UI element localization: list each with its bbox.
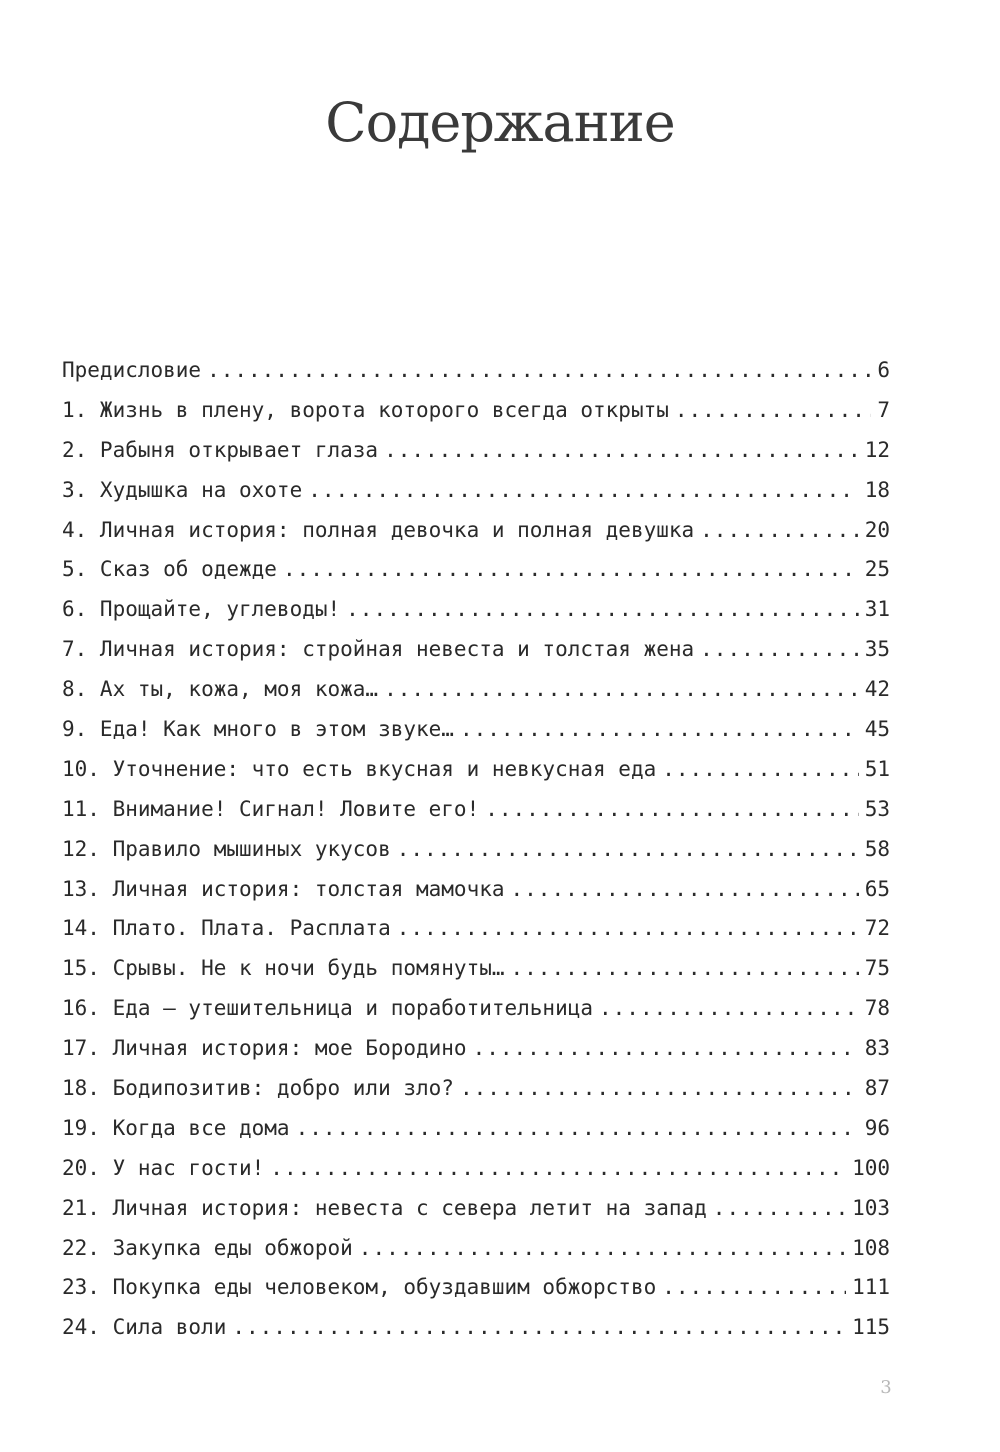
toc-entry bbox=[62, 1076, 890, 1116]
toc-entry-page: 6 bbox=[877, 358, 890, 382]
toc-entry bbox=[62, 717, 890, 757]
toc-dot-leader bbox=[485, 797, 858, 821]
toc-entry bbox=[62, 1196, 890, 1236]
toc-entry bbox=[62, 597, 890, 637]
toc-entry-title: 7. Личная история: стройная невеста и толстая жена bbox=[62, 637, 695, 662]
toc-entry-page: 115 bbox=[852, 1315, 890, 1340]
toc-dot-leader bbox=[397, 837, 859, 861]
toc-dot-leader bbox=[662, 757, 858, 781]
toc-entry bbox=[62, 557, 890, 597]
toc-entry-page: 87 bbox=[864, 1076, 890, 1101]
toc-dot-leader bbox=[713, 1196, 846, 1220]
toc-entry bbox=[62, 1156, 890, 1196]
toc-entry-title: 1. Жизнь в плену, ворота которого всегда открыты bbox=[62, 397, 669, 422]
toc-entry-title: 17. Личная история: мое Бородино bbox=[62, 1036, 467, 1061]
toc-entry-title: 23. Покупка еды человеком, обуздавшим обжорство bbox=[62, 1275, 657, 1300]
table-of-contents bbox=[62, 358, 890, 1355]
toc-entry bbox=[62, 1116, 890, 1156]
toc-entry-title: 3. Худышка на охоте bbox=[62, 477, 303, 502]
toc-entry bbox=[62, 398, 890, 438]
toc-entry-page: 18 bbox=[864, 477, 890, 502]
toc-entry-title: 11. Внимание! Сигнал! Ловите его! bbox=[62, 796, 480, 821]
toc-entry-title: 5. Сказ об одежде bbox=[62, 557, 277, 582]
toc-entry bbox=[62, 1036, 890, 1076]
toc-entry bbox=[62, 837, 890, 877]
toc-dot-leader bbox=[346, 597, 859, 621]
toc-entry-page: 20 bbox=[864, 517, 890, 542]
toc-entry bbox=[62, 916, 890, 956]
toc-entry bbox=[62, 518, 890, 558]
toc-entry-page: 7 bbox=[877, 397, 890, 422]
toc-entry bbox=[62, 877, 890, 917]
toc-entry-title: 2. Рабыня открывает глаза bbox=[62, 437, 379, 462]
toc-entry-title: 20. У нас гости! bbox=[62, 1155, 265, 1180]
toc-entry-page: 78 bbox=[864, 996, 890, 1021]
toc-dot-leader bbox=[599, 996, 859, 1020]
toc-entry-page: 65 bbox=[864, 876, 890, 901]
toc-entry-page: 103 bbox=[852, 1195, 890, 1220]
toc-dot-leader bbox=[232, 1315, 846, 1339]
toc-entry bbox=[62, 478, 890, 518]
toc-dot-leader bbox=[397, 916, 859, 940]
toc-dot-leader bbox=[511, 877, 859, 901]
toc-entry-page: 100 bbox=[852, 1155, 890, 1180]
toc-entry-page: 96 bbox=[864, 1115, 890, 1140]
toc-entry-page: 111 bbox=[852, 1275, 890, 1300]
toc-entry bbox=[62, 996, 890, 1036]
toc-dot-leader bbox=[473, 1036, 859, 1060]
toc-entry bbox=[62, 797, 890, 837]
toc-dot-leader bbox=[207, 358, 871, 382]
page-title: Содержание bbox=[325, 91, 675, 154]
toc-entry bbox=[62, 1275, 890, 1315]
toc-dot-leader bbox=[662, 1275, 846, 1299]
toc-entry bbox=[62, 438, 890, 478]
toc-entry-page: 53 bbox=[864, 796, 890, 821]
toc-entry-title: 18. Бодипозитив: добро или зло? bbox=[62, 1076, 454, 1101]
toc-entry bbox=[62, 956, 890, 996]
toc-dot-leader bbox=[270, 1156, 846, 1180]
toc-entry-title: 14. Плато. Плата. Расплата bbox=[62, 916, 391, 941]
toc-entry-page: 83 bbox=[864, 1036, 890, 1061]
toc-entry-title: 8. Ах ты, кожа, моя кожа… bbox=[62, 677, 379, 702]
toc-entry-title: 6. Прощайте, углеводы! bbox=[62, 597, 341, 622]
toc-entry-title: 19. Когда все дома bbox=[62, 1115, 290, 1140]
toc-entry-page: 75 bbox=[864, 956, 890, 981]
toc-entry bbox=[62, 1236, 890, 1276]
toc-dot-leader bbox=[308, 478, 858, 502]
page-number: 3 bbox=[880, 1377, 892, 1398]
toc-entry-title: 4. Личная история: полная девочка и полная девушка bbox=[62, 517, 695, 542]
toc-dot-leader bbox=[511, 956, 859, 980]
toc-dot-leader bbox=[283, 557, 859, 581]
toc-entry-page: 58 bbox=[864, 836, 890, 861]
toc-entry-title: 24. Сила воли bbox=[62, 1315, 227, 1340]
toc-entry-title: 12. Правило мышиных укусов bbox=[62, 836, 391, 861]
toc-entry-title: Предисловие bbox=[62, 358, 202, 382]
toc-dot-leader bbox=[384, 438, 859, 462]
toc-dot-leader bbox=[296, 1116, 859, 1140]
toc-entry-title: 21. Личная история: невеста с севера летит на запад bbox=[62, 1195, 707, 1220]
toc-dot-leader bbox=[460, 717, 859, 741]
toc-entry-page: 31 bbox=[864, 597, 890, 622]
toc-entry-page: 25 bbox=[864, 557, 890, 582]
toc-entry-page: 35 bbox=[864, 637, 890, 662]
toc-entry-page: 72 bbox=[864, 916, 890, 941]
toc-dot-leader bbox=[700, 518, 859, 542]
toc-entry-title: 16. Еда — утешительница и поработительница bbox=[62, 996, 594, 1021]
toc-entry bbox=[62, 637, 890, 677]
toc-dot-leader bbox=[700, 637, 859, 661]
toc-entry-title: 22. Закупка еды обжорой bbox=[62, 1235, 353, 1260]
toc-dot-leader bbox=[675, 398, 871, 422]
toc-entry bbox=[62, 757, 890, 797]
toc-entry bbox=[62, 677, 890, 717]
toc-entry-title: 9. Еда! Как много в этом звуке… bbox=[62, 717, 454, 742]
toc-dot-leader bbox=[359, 1236, 846, 1260]
toc-entry-title: 13. Личная история: толстая мамочка bbox=[62, 876, 505, 901]
toc-entry-title: 10. Уточнение: что есть вкусная и невкусная еда bbox=[62, 756, 657, 781]
toc-dot-leader bbox=[384, 677, 859, 701]
toc-entry-title: 15. Срывы. Не к ночи будь помянуты… bbox=[62, 956, 505, 981]
toc-entry-page: 108 bbox=[852, 1235, 890, 1260]
toc-dot-leader bbox=[460, 1076, 859, 1100]
toc-entry-page: 12 bbox=[864, 437, 890, 462]
toc-entry bbox=[62, 1315, 890, 1355]
toc-entry bbox=[62, 358, 890, 398]
toc-entry-page: 42 bbox=[864, 677, 890, 702]
toc-entry-page: 45 bbox=[864, 717, 890, 742]
toc-entry-page: 51 bbox=[864, 756, 890, 781]
